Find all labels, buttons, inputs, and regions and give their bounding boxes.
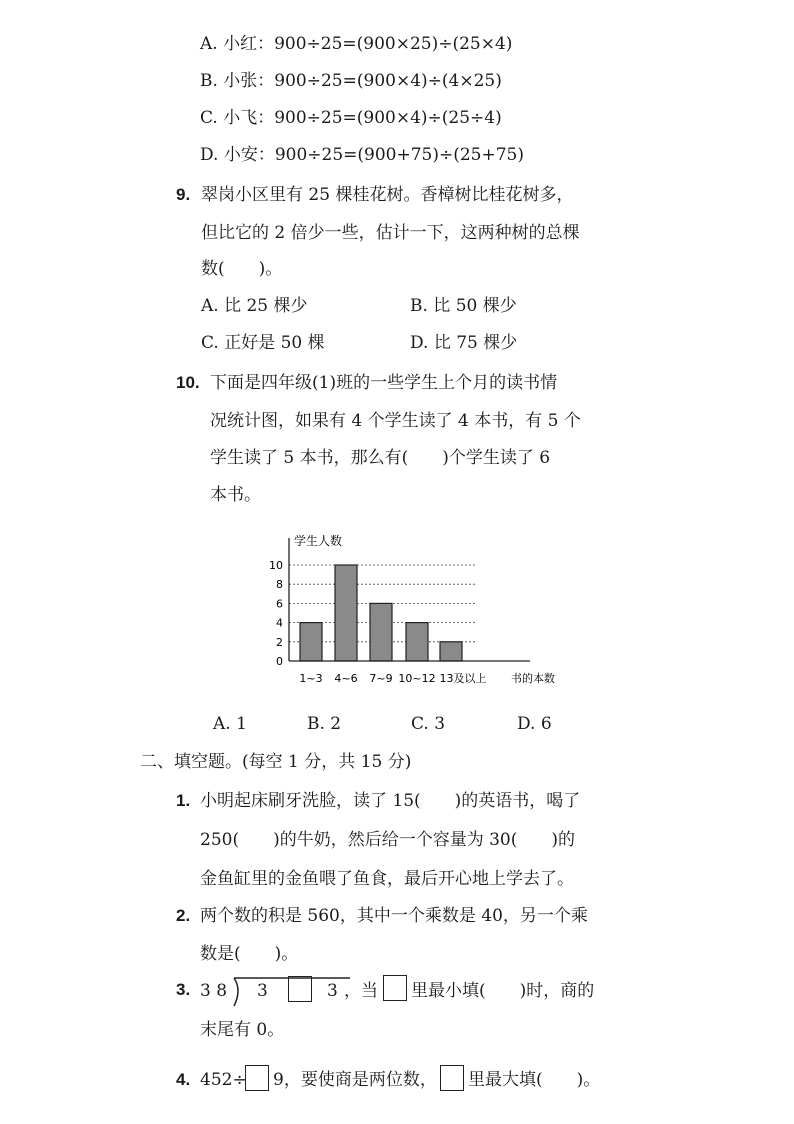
bar <box>406 623 428 661</box>
y-axis-label: 学生人数 <box>294 534 343 548</box>
q9-number: 9. <box>176 185 191 204</box>
s2-q3-number: 3. <box>176 980 191 999</box>
s2-q2-line-1: 两个数的积是 560，其中一个乘数是 40，另一个乘 <box>200 906 588 926</box>
long-division-dividend-2: 3 <box>327 981 338 1001</box>
s2-q4-text-a: 452÷ <box>200 1070 247 1090</box>
q10-line-2: 况统计图，如果有 4 个学生读了 4 本书，有 5 个 <box>210 411 581 431</box>
long-division-divisor: 3 8 <box>200 981 228 1001</box>
q9-line-3: 数( )。 <box>201 259 283 279</box>
q8-option-d: D. 小安：900÷25=(900+75)÷(25+75) <box>200 145 525 165</box>
x-tick-labels <box>299 671 486 685</box>
s2-q2-number: 2. <box>176 906 191 925</box>
q9-option-a: A. 比 25 棵少 <box>201 296 308 316</box>
dividend-blank-box[interactable] <box>288 976 312 1002</box>
q9-line-2: 但比它的 2 倍少一些，估计一下，这两种树的总棵 <box>201 223 580 243</box>
y-tick-label: 10 <box>269 559 283 572</box>
s2-q1-number: 1. <box>176 791 191 810</box>
q10-number: 10. <box>176 373 200 392</box>
s2-q4-number: 4. <box>176 1070 191 1089</box>
q8-option-c: C. 小飞：900÷25=(900×4)÷(25÷4) <box>200 108 502 128</box>
q10-option-d: D. 6 <box>517 714 552 734</box>
bar <box>335 565 357 661</box>
x-tick-label: 10~12 <box>398 672 436 685</box>
s2-q4-text-b: 9，要使商是两位数， <box>273 1070 437 1090</box>
bar <box>440 642 462 661</box>
answer-box-ref-2 <box>440 1065 464 1091</box>
y-tick-label: 6 <box>276 597 283 611</box>
q10-option-c: C. 3 <box>411 714 446 734</box>
q10-option-a: A. 1 <box>213 714 247 734</box>
q8-option-a: A. 小红：900÷25=(900×25)÷(25×4) <box>200 34 513 54</box>
q9-line-1: 翠岗小区里有 25 棵桂花树。香樟树比桂花树多， <box>201 185 574 205</box>
s2-q3-line-2: 末尾有 0。 <box>200 1020 285 1040</box>
y-tick-label: 8 <box>276 578 283 592</box>
bar <box>370 603 392 661</box>
y-tick-label: 2 <box>276 635 283 649</box>
s2-q1-line-2: 250( )的牛奶，然后给一个容量为 30( )的 <box>200 830 576 850</box>
q10-line-4: 本书。 <box>210 485 261 505</box>
y-tick-label: 0 <box>276 655 283 668</box>
s2-q1-line-3: 金鱼缸里的金鱼喂了鱼食，最后开心地上学去了。 <box>200 869 574 889</box>
section-2-title: 二、填空题。(每空 1 分，共 15 分) <box>140 752 412 772</box>
s2-q2-line-2: 数是( )。 <box>200 944 299 964</box>
q9-option-c: C. 正好是 50 棵 <box>201 333 325 353</box>
s2-q3-text-a: ，当 <box>344 981 378 1001</box>
s2-q1-line-1: 小明起床刷牙洗脸，读了 15( )的英语书，喝了 <box>200 791 581 811</box>
q9-option-d: D. 比 75 棵少 <box>410 333 518 353</box>
x-tick-label: 13及以上 <box>439 672 487 685</box>
q10-line-1: 下面是四年级(1)班的一些学生上个月的读书情 <box>210 373 558 393</box>
q10-option-b: B. 2 <box>307 714 342 734</box>
x-axis-label: 书的本数 <box>511 672 555 685</box>
y-tick-labels <box>269 559 283 668</box>
long-division-dividend-1: 3 <box>257 981 268 1001</box>
reading-bar-chart <box>255 528 595 693</box>
q8-option-b: B. 小张：900÷25=(900×4)÷(4×25) <box>200 71 502 91</box>
y-tick-label: 4 <box>276 616 283 630</box>
s2-q3-text-b: 里最小填( )时，商的 <box>411 981 595 1001</box>
chart-bars <box>300 565 462 661</box>
x-tick-label: 4~6 <box>334 672 358 685</box>
bar <box>300 623 322 661</box>
x-tick-label: 1~3 <box>299 672 323 685</box>
x-tick-label: 7~9 <box>369 672 393 685</box>
answer-box-ref <box>383 975 407 1001</box>
q10-line-3: 学生读了 5 本书，那么有( )个学生读了 6 <box>210 448 551 468</box>
divisor-blank-box[interactable] <box>245 1065 269 1091</box>
q9-option-b: B. 比 50 棵少 <box>410 296 517 316</box>
s2-q4-text-c: 里最大填( )。 <box>468 1070 601 1090</box>
